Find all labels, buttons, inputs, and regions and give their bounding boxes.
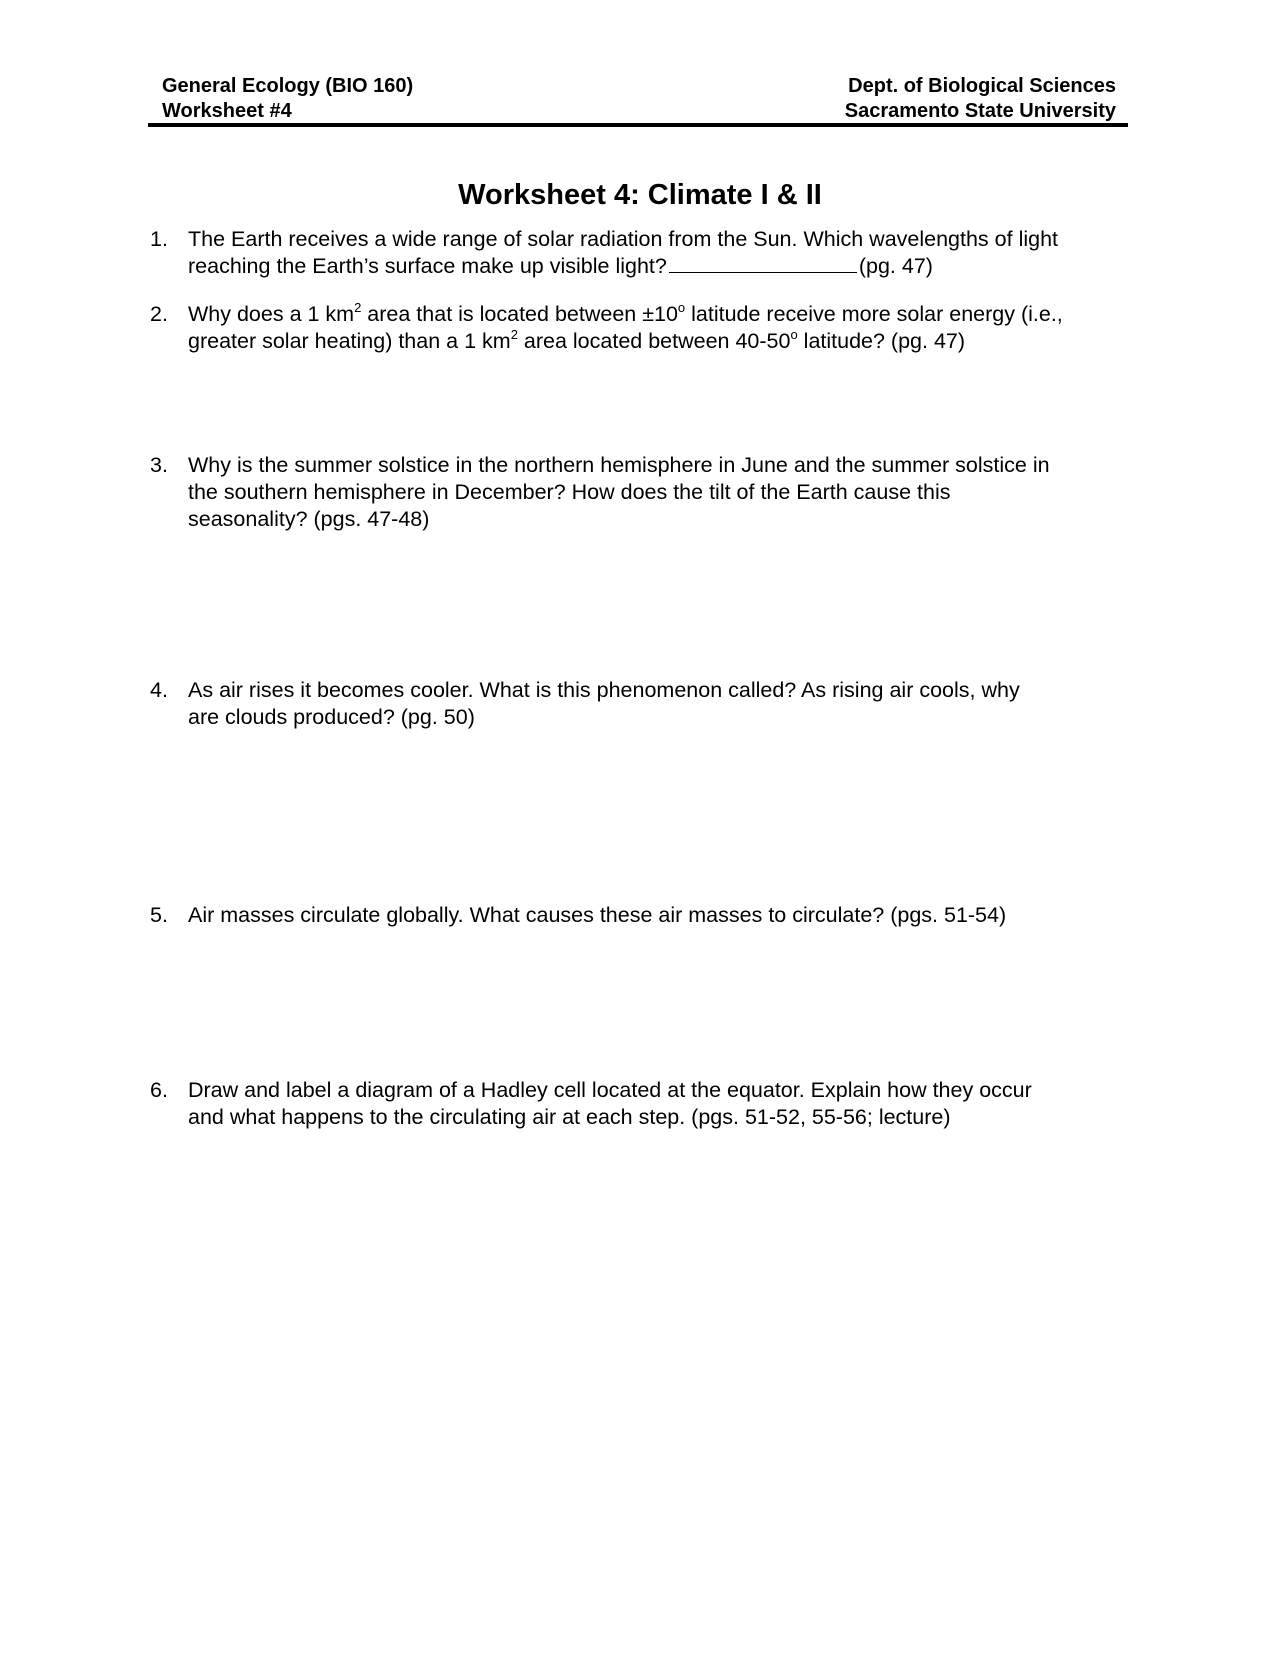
worksheet-number: Worksheet #4 <box>162 100 292 122</box>
header-divider <box>148 123 1128 127</box>
question-line: and what happens to the circulating air at each step. (pgs. 51-52, 55-56; lecture) <box>188 1105 951 1129</box>
university-name: Sacramento State University <box>844 100 1116 122</box>
question-number: 3. <box>150 453 168 477</box>
department-info <box>845 74 1116 124</box>
page-header <box>148 72 1128 128</box>
question-text <box>188 226 1140 280</box>
question-5 <box>150 902 1140 929</box>
superscript: 2 <box>354 300 362 315</box>
course-title: General Ecology (BIO 160) <box>162 75 414 97</box>
page-reference: (pg. 47) <box>858 254 933 278</box>
question-line: Why is the summer solstice in the northern hemisphere in June and the summer solstice in <box>188 453 1050 477</box>
question-text-part: latitude? (pg. 47) <box>797 329 966 353</box>
question-6 <box>150 1077 1140 1131</box>
course-info <box>162 74 413 124</box>
question-line: Air masses circulate globally. What causes these air masses to circulate? (pgs. 51-54) <box>188 903 1007 927</box>
question-line: Draw and label a diagram of a Hadley cell located at the equator. Explain how they occur <box>188 1078 1032 1102</box>
question-number: 6. <box>150 1078 168 1102</box>
question-text-part: area located between 40-50 <box>517 329 791 353</box>
question-text-part: latitude receive more solar energy (i.e., greater solar heating) than a 1 km <box>188 302 1063 353</box>
question-line: As air rises it becomes cooler. What is this phenomenon called? As rising air cools, why <box>188 678 1020 702</box>
question-2 <box>150 301 1130 355</box>
question-3 <box>150 452 1140 533</box>
question-line: The Earth receives a wide range of solar radiation from the Sun. Which wavelengths of light <box>188 227 1059 251</box>
superscript: o <box>677 300 686 315</box>
question-text <box>188 301 1130 355</box>
question-text-part: area that is located between ±10 <box>361 302 678 326</box>
superscript: 2 <box>510 327 518 342</box>
question-text <box>188 902 1140 929</box>
question-text <box>188 677 1140 731</box>
question-4 <box>150 677 1140 731</box>
question-number: 4. <box>150 678 168 702</box>
answer-blank[interactable] <box>669 254 857 273</box>
question-line: seasonality? (pgs. 47-48) <box>188 507 430 531</box>
question-1 <box>150 226 1140 280</box>
question-number: 2. <box>150 302 168 326</box>
question-text <box>188 452 1140 533</box>
question-line: the southern hemisphere in December? How does the tilt of the Earth cause this <box>188 480 951 504</box>
question-number: 1. <box>150 227 168 251</box>
department-name: Dept. of Biological Sciences <box>848 75 1116 97</box>
question-line <box>188 253 1140 280</box>
worksheet-title: Worksheet 4: Climate I & II <box>458 179 822 211</box>
question-text-part: Why does a 1 km <box>188 302 355 326</box>
question-text <box>188 1077 1140 1131</box>
question-line-text: reaching the Earth’s surface make up visible light? <box>188 254 667 278</box>
superscript: o <box>790 327 798 342</box>
question-line: are clouds produced? (pg. 50) <box>188 705 475 729</box>
question-number: 5. <box>150 903 168 927</box>
